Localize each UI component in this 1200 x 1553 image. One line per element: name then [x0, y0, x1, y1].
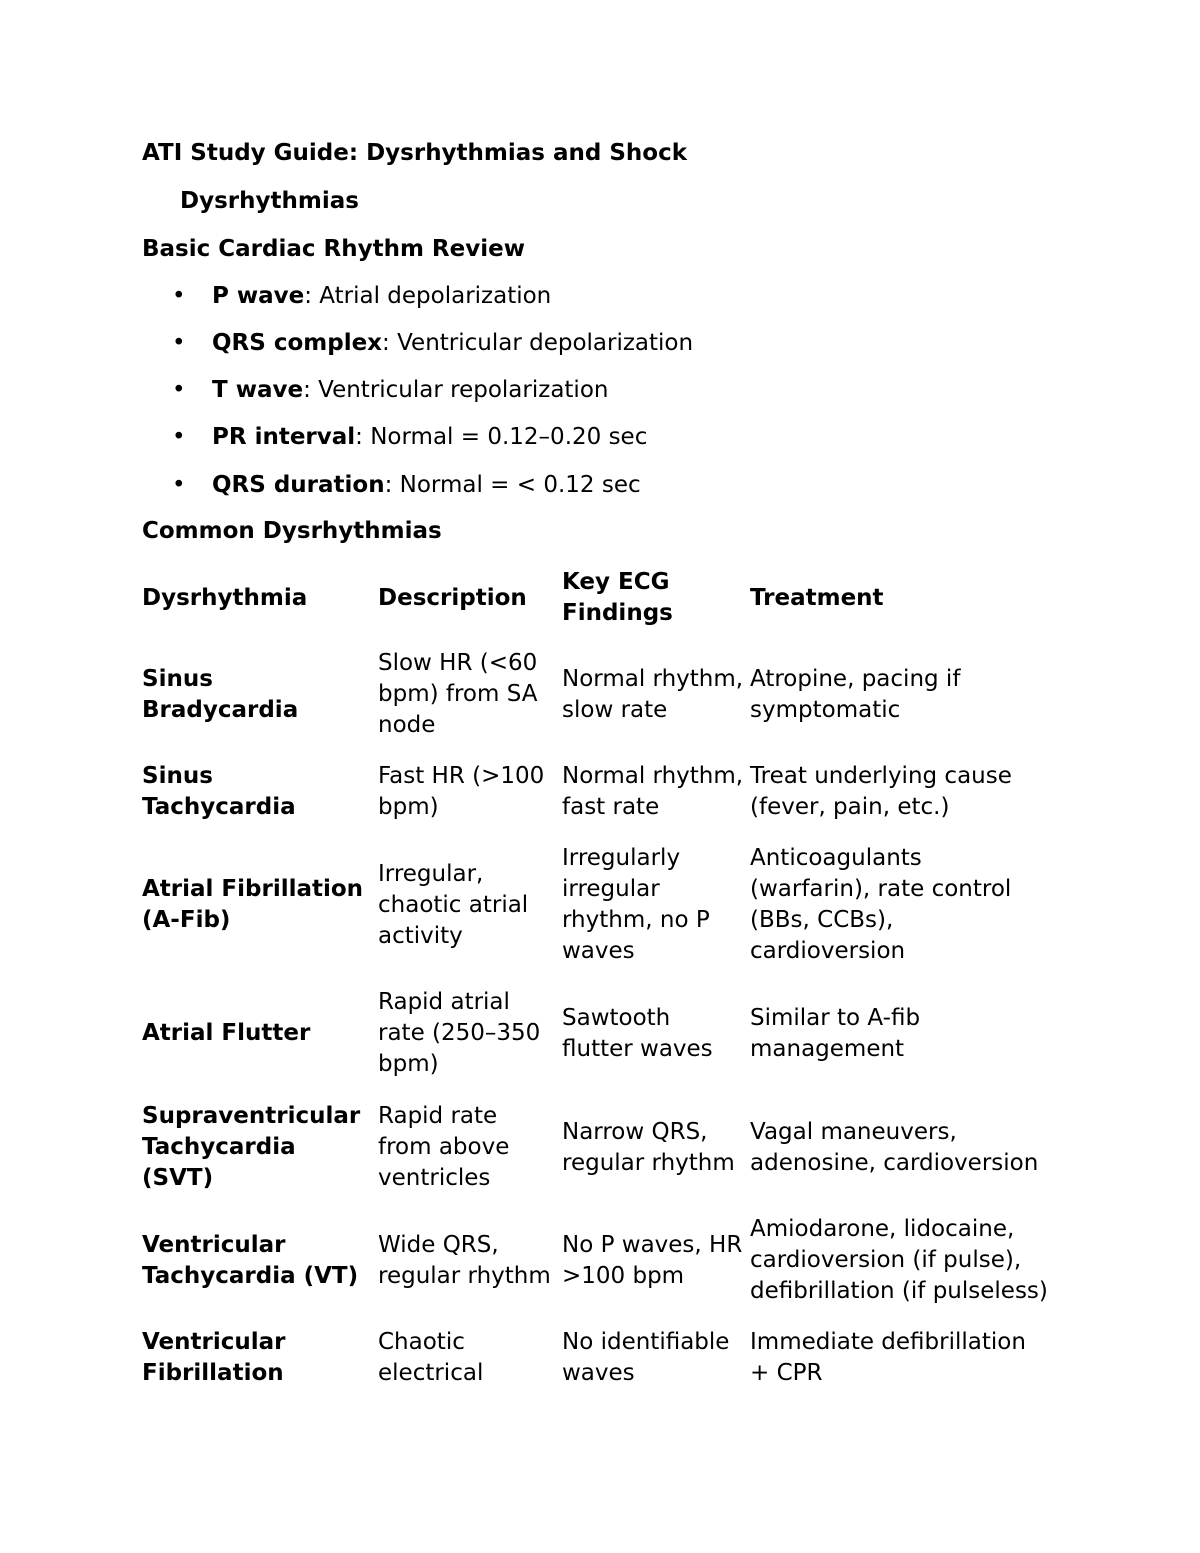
table-header-ecg-findings: Key ECG Findings [562, 569, 673, 626]
section-subtitle: Dysrhythmias [180, 188, 359, 214]
table-cell-treatment: Anticoagulants (warfarin), rate control (BBs, CCBs), cardioversion [750, 845, 1012, 964]
table-cell-description: Rapid atrial rate (250–350 bpm) [378, 989, 541, 1077]
table-cell-ecg-findings: Normal rhythm, fast rate [562, 763, 744, 820]
table-cell-description: Rapid rate from above ventricles [378, 1103, 510, 1191]
table-header-treatment: Treatment [750, 584, 884, 611]
list-item: • QRS complex: Ventricular depolarization [172, 330, 694, 356]
list-item: • QRS duration: Normal = < 0.12 sec [172, 472, 641, 498]
table-cell-treatment: Similar to A-fib management [750, 1004, 921, 1062]
bullet-text: : Ventricular repolarization [303, 377, 609, 403]
bullet-text: : Normal = < 0.12 sec [384, 472, 641, 498]
table-cell-treatment: Amiodarone, lidocaine, cardioversion (if pulse), defibrillation (if pulseless) [750, 1216, 1048, 1304]
table-cell-ecg-findings: Sawtooth flutter waves [562, 1004, 713, 1062]
list-item: • PR interval: Normal = 0.12–0.20 sec [172, 424, 648, 450]
bullet-text: : Normal = 0.12–0.20 sec [355, 424, 648, 450]
table-cell-dysrhythmia: Ventricular Tachycardia (VT) [142, 1231, 359, 1289]
table-cell-description: Chaotic electrical [378, 1329, 484, 1386]
bullet-term: P wave [212, 283, 305, 309]
table-cell-treatment: Immediate defibrillation + CPR [750, 1329, 1026, 1386]
bullet-text: : Atrial depolarization [304, 283, 552, 309]
list-item: • T wave: Ventricular repolarization [172, 377, 609, 403]
bullet-term: QRS duration [212, 472, 385, 498]
bullet-term: PR interval [212, 424, 356, 450]
table-cell-ecg-findings: No identifiable waves [562, 1329, 730, 1386]
bullet-term: T wave [212, 377, 304, 403]
table-cell-ecg-findings: No P waves, HR >100 bpm [562, 1231, 743, 1289]
table-cell-ecg-findings: Narrow QRS, regular rhythm [562, 1118, 735, 1176]
list-item: • P wave: Atrial depolarization [172, 283, 552, 309]
table-cell-dysrhythmia: Sinus Tachycardia [142, 763, 296, 820]
table-cell-ecg-findings: Irregularly irregular rhythm, no P waves [562, 845, 710, 964]
table-cell-description: Wide QRS, regular rhythm [378, 1231, 551, 1289]
table-cell-dysrhythmia: Supraventricular Tachycardia (SVT) [142, 1103, 361, 1191]
document-title: ATI Study Guide: Dysrhythmias and Shock [142, 140, 688, 166]
table-cell-treatment: Atropine, pacing if symptomatic [750, 665, 961, 723]
table-cell-dysrhythmia: Atrial Fibrillation (A-Fib) [142, 876, 364, 933]
bullet-term: QRS complex [212, 330, 383, 356]
table-cell-description: Slow HR (<60 bpm) from SA node [378, 650, 538, 738]
bullet-text: : Ventricular depolarization [382, 330, 694, 356]
table-cell-dysrhythmia: Ventricular Fibrillation [142, 1329, 286, 1386]
table-header-dysrhythmia: Dysrhythmia [142, 584, 308, 611]
table-cell-ecg-findings: Normal rhythm, slow rate [562, 665, 744, 723]
table-cell-description: Irregular, chaotic atrial activity [378, 860, 529, 949]
table-cell-treatment: Treat underlying cause (fever, pain, etc.) [750, 763, 1012, 820]
table-cell-description: Fast HR (>100 bpm) [378, 763, 545, 820]
table-cell-treatment: Vagal maneuvers, adenosine, cardioversion [750, 1118, 1039, 1176]
table-cell-dysrhythmia: Atrial Flutter [142, 1020, 311, 1046]
section-heading-common-dysrhythmias: Common Dysrhythmias [142, 518, 442, 544]
table-cell-dysrhythmia: Sinus Bradycardia [142, 665, 299, 723]
table-header-description: Description [378, 584, 527, 611]
section-heading-rhythm-review: Basic Cardiac Rhythm Review [142, 236, 525, 262]
